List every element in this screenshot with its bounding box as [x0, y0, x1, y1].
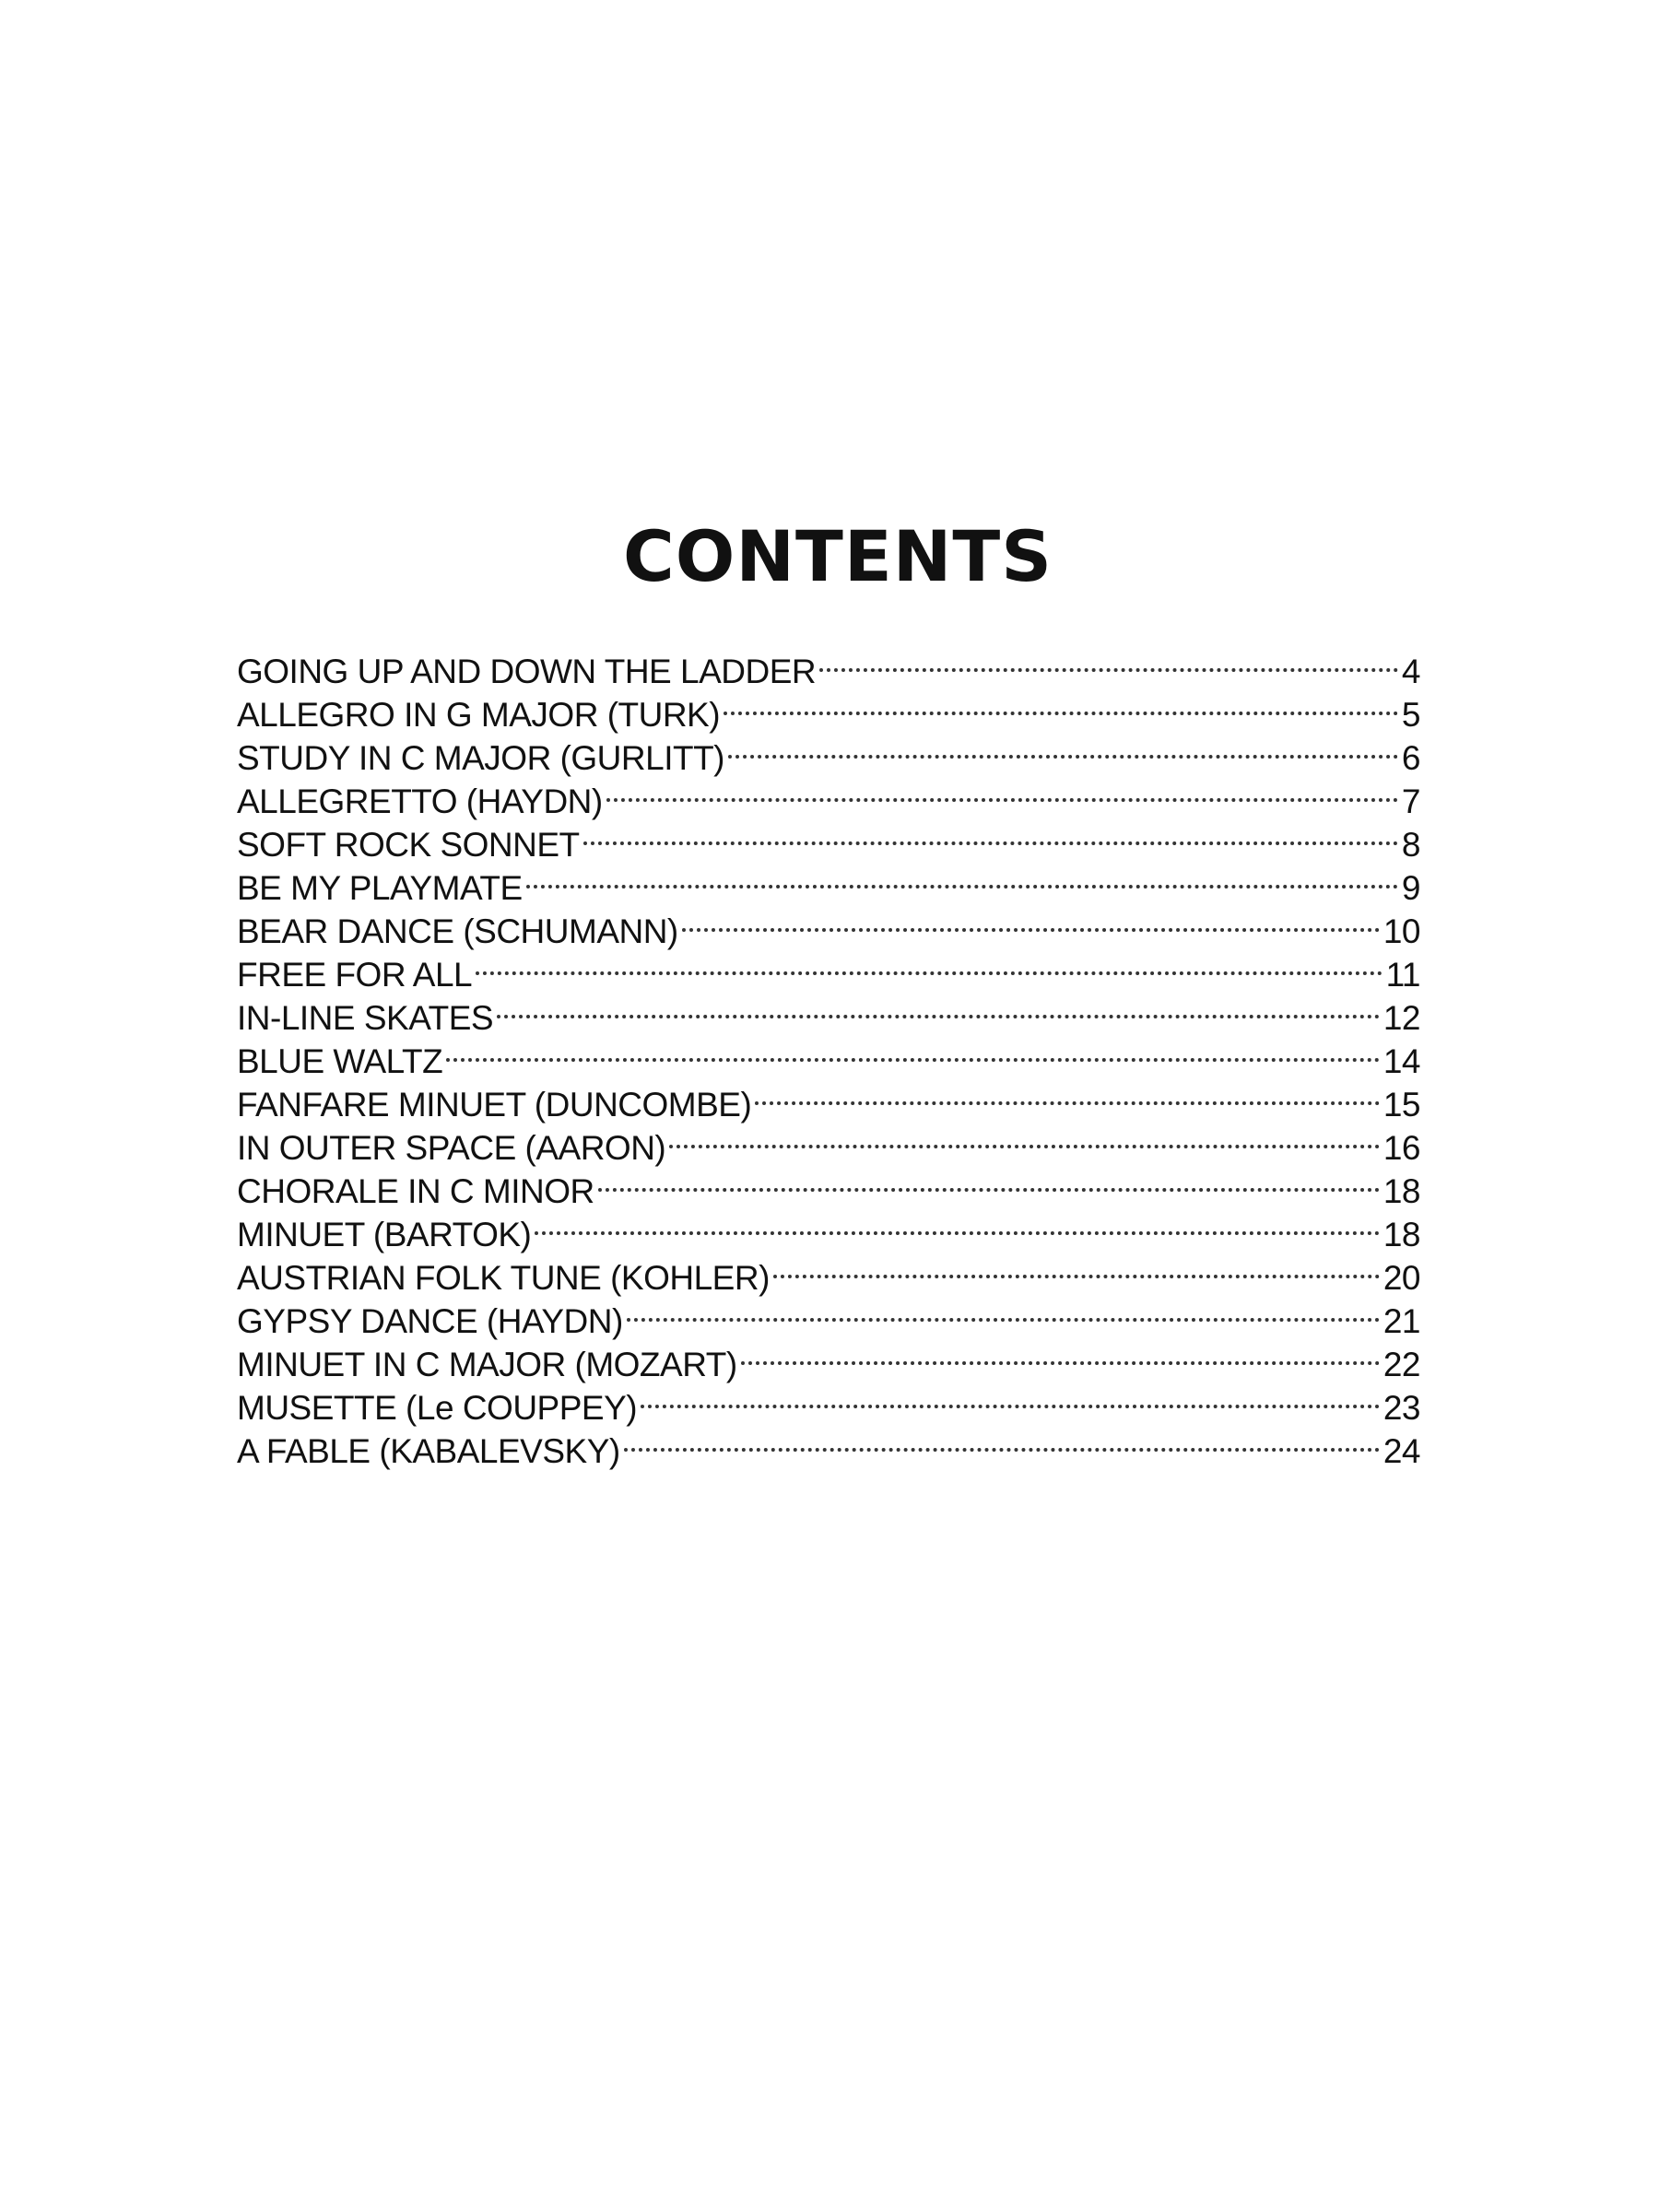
- toc-entry-title: IN-LINE SKATES: [237, 999, 494, 1037]
- toc-entry-page: 7: [1401, 782, 1420, 820]
- dot-leader: [728, 726, 1398, 770]
- dot-leader: [773, 1246, 1380, 1289]
- toc-entry-title: A FABLE (KABALEVSKY): [237, 1432, 620, 1470]
- toc-entry-page: 22: [1382, 1346, 1420, 1383]
- toc-entry-title: ALLEGRETTO (HAYDN): [237, 782, 603, 820]
- toc-entry-page: 4: [1401, 653, 1420, 690]
- toc-entry-title: ALLEGRO IN G MAJOR (TURK): [237, 696, 721, 734]
- toc-entry-page: 21: [1382, 1302, 1420, 1340]
- toc-entry-title: BEAR DANCE (SCHUMANN): [237, 912, 678, 950]
- toc-entry: [237, 640, 1420, 690]
- toc-entry-title: MINUET (BARTOK): [237, 1216, 532, 1253]
- toc-entry-title: CHORALE IN C MINOR: [237, 1172, 594, 1210]
- toc-entry-page: 14: [1382, 1042, 1420, 1080]
- dot-leader: [755, 1073, 1380, 1116]
- toc-entry-page: 8: [1401, 826, 1420, 864]
- toc-entry-page: 10: [1382, 912, 1420, 950]
- table-of-contents: [237, 640, 1420, 1470]
- toc-entry-title: MUSETTE (Le COUPPEY): [237, 1389, 638, 1427]
- toc-entry-page: 12: [1382, 999, 1420, 1037]
- toc-entry-page: 16: [1382, 1129, 1420, 1167]
- toc-entry-page: 23: [1382, 1389, 1420, 1427]
- toc-entry-page: 6: [1401, 739, 1420, 777]
- toc-entry-page: 5: [1401, 696, 1420, 734]
- dot-leader: [583, 813, 1398, 856]
- page-title: CONTENTS: [623, 514, 1053, 597]
- toc-entry-page: 24: [1382, 1432, 1420, 1470]
- toc-entry-title: SOFT ROCK SONNET: [237, 826, 580, 864]
- toc-entry-title: FREE FOR ALL: [237, 956, 473, 994]
- dot-leader: [724, 683, 1398, 726]
- dot-leader: [741, 1333, 1380, 1376]
- toc-entry-page: 15: [1382, 1086, 1420, 1124]
- toc-entry-page: 9: [1401, 869, 1420, 907]
- toc-entry-title: STUDY IN C MAJOR (GURLITT): [237, 739, 724, 777]
- toc-entry-page: 20: [1382, 1259, 1420, 1297]
- toc-entry-title: GYPSY DANCE (HAYDN): [237, 1302, 623, 1340]
- toc-entry-title: GOING UP AND DOWN THE LADDER: [237, 653, 817, 690]
- dot-leader: [819, 640, 1398, 683]
- dot-leader: [641, 1376, 1380, 1419]
- dot-leader: [606, 770, 1398, 813]
- toc-entry-page: 11: [1385, 956, 1420, 994]
- dot-leader: [446, 1030, 1380, 1073]
- dot-leader: [476, 943, 1382, 986]
- toc-entry-page: 18: [1382, 1216, 1420, 1253]
- dot-leader: [535, 1203, 1379, 1246]
- dot-leader: [669, 1116, 1380, 1159]
- toc-entry-title: AUSTRIAN FOLK TUNE (KOHLER): [237, 1259, 770, 1297]
- toc-entry-title: IN OUTER SPACE (AARON): [237, 1129, 666, 1167]
- dot-leader: [497, 986, 1380, 1030]
- dot-leader: [627, 1289, 1380, 1333]
- toc-entry-title: FANFARE MINUET (DUNCOMBE): [237, 1086, 752, 1124]
- dot-leader: [598, 1159, 1380, 1203]
- dot-leader: [624, 1419, 1380, 1463]
- toc-entry-title: BE MY PLAYMATE: [237, 869, 523, 907]
- toc-entry-title: MINUET IN C MAJOR (MOZART): [237, 1346, 737, 1383]
- toc-entry-page: 18: [1382, 1172, 1420, 1210]
- toc-entry-title: BLUE WALTZ: [237, 1042, 443, 1080]
- dot-leader: [682, 900, 1380, 943]
- dot-leader: [526, 856, 1398, 900]
